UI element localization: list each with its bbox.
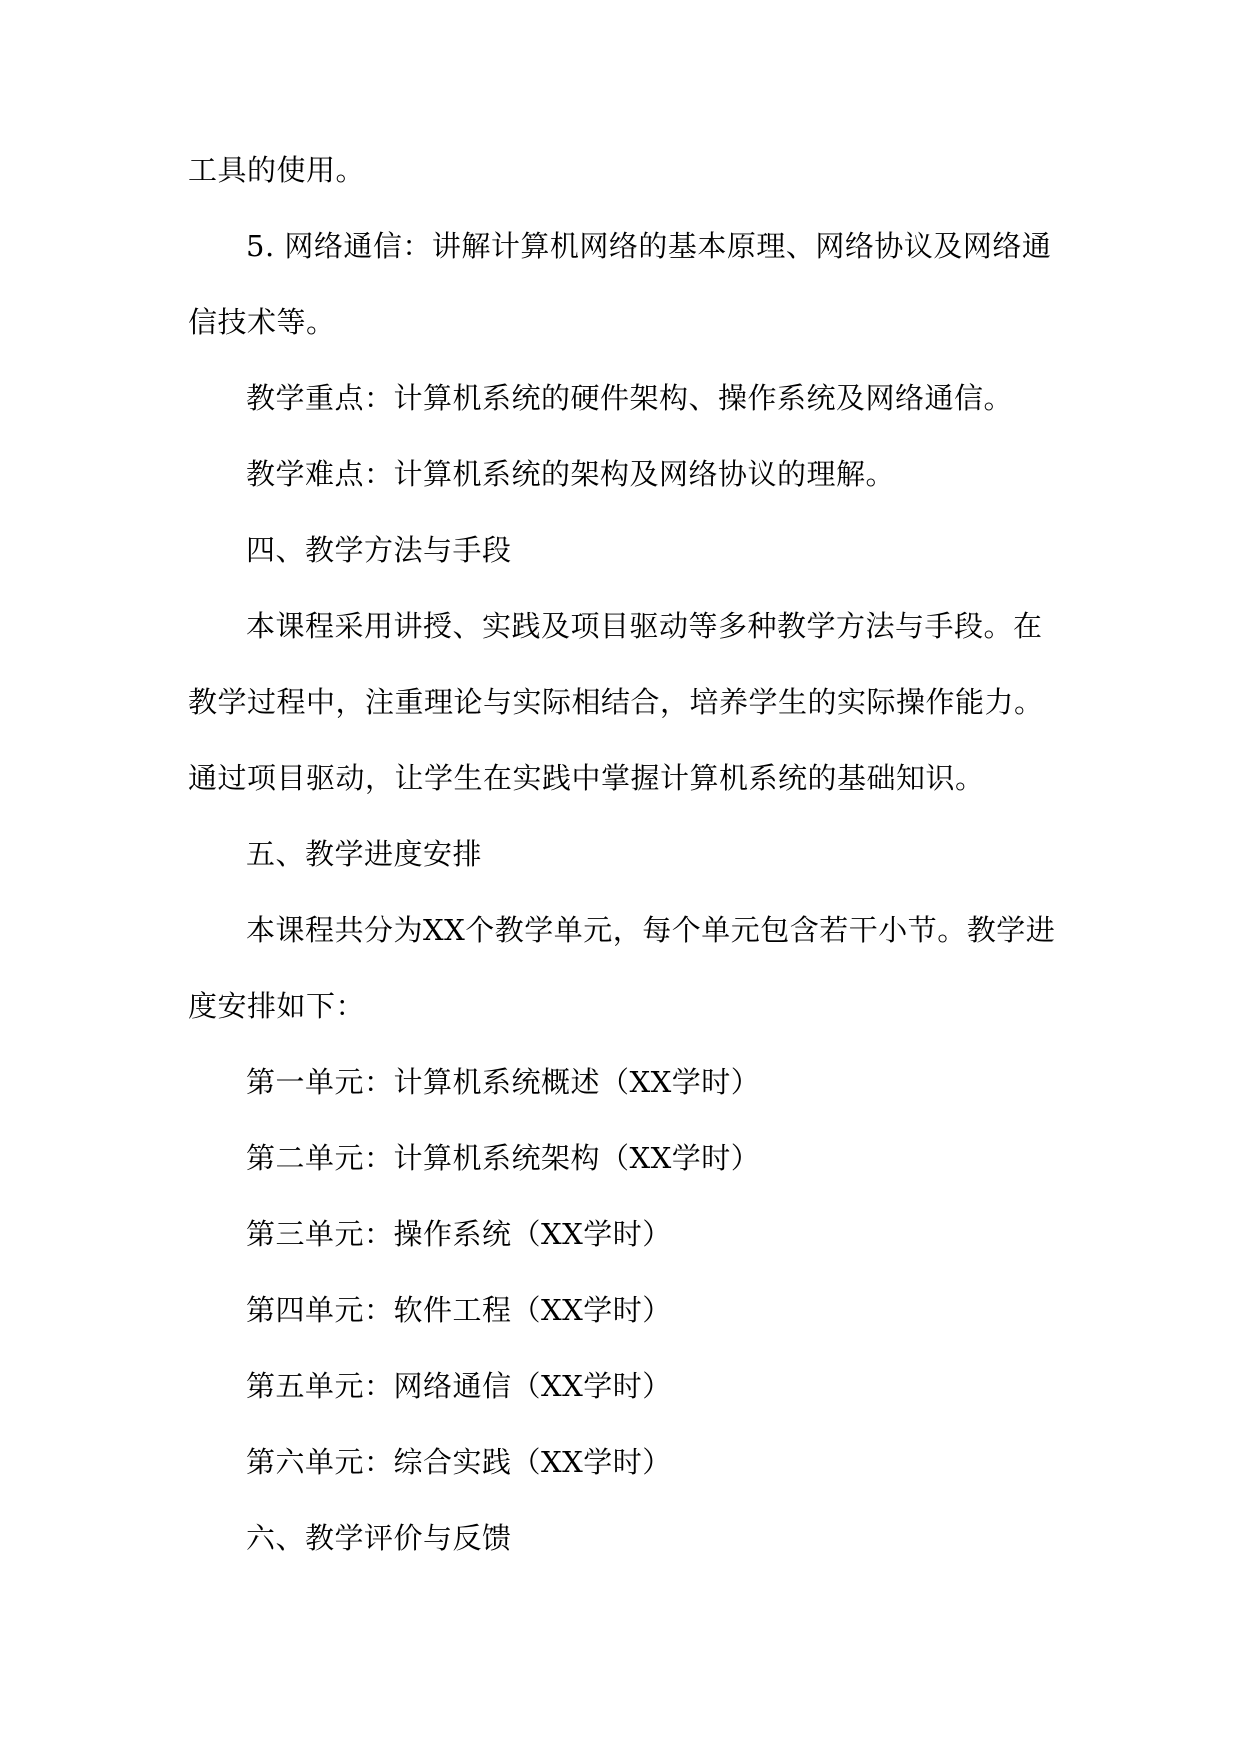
schedule-unit-1: 第一单元：计算机系统概述（XX学时） bbox=[246, 1065, 761, 1099]
section-heading-evaluation: 六、教学评价与反馈 bbox=[246, 1521, 512, 1555]
schedule-unit-5: 第五单元：网络通信（XX学时） bbox=[246, 1369, 672, 1403]
schedule-unit-6: 第六单元：综合实践（XX学时） bbox=[246, 1445, 672, 1479]
paragraph-tool-usage: 工具的使用。 bbox=[188, 153, 366, 187]
paragraph-teaching-focus: 教学重点：计算机系统的硬件架构、操作系统及网络通信。 bbox=[246, 381, 1014, 415]
schedule-unit-4: 第四单元：软件工程（XX学时） bbox=[246, 1293, 672, 1327]
paragraph-network-communication: 5. 网络通信：讲解计算机网络的基本原理、网络协议及网络通信技术等。 bbox=[188, 229, 1052, 339]
schedule-unit-3: 第三单元：操作系统（XX学时） bbox=[246, 1217, 672, 1251]
section-heading-schedule: 五、教学进度安排 bbox=[246, 837, 483, 871]
schedule-unit-2: 第二单元：计算机系统架构（XX学时） bbox=[246, 1141, 761, 1175]
paragraph-teaching-difficulty: 教学难点：计算机系统的架构及网络协议的理解。 bbox=[246, 457, 896, 491]
paragraph-methods-body: 本课程采用讲授、实践及项目驱动等多种教学方法与手段。在教学过程中，注重理论与实际相结合，培养学生的实际操作能力。通过项目驱动，让学生在实践中掌握计算机系统的基础知识。 bbox=[188, 609, 1044, 795]
section-heading-methods: 四、教学方法与手段 bbox=[246, 533, 512, 567]
paragraph-schedule-intro: 本课程共分为XX个教学单元，每个单元包含若干小节。教学进度安排如下： bbox=[188, 913, 1056, 1023]
